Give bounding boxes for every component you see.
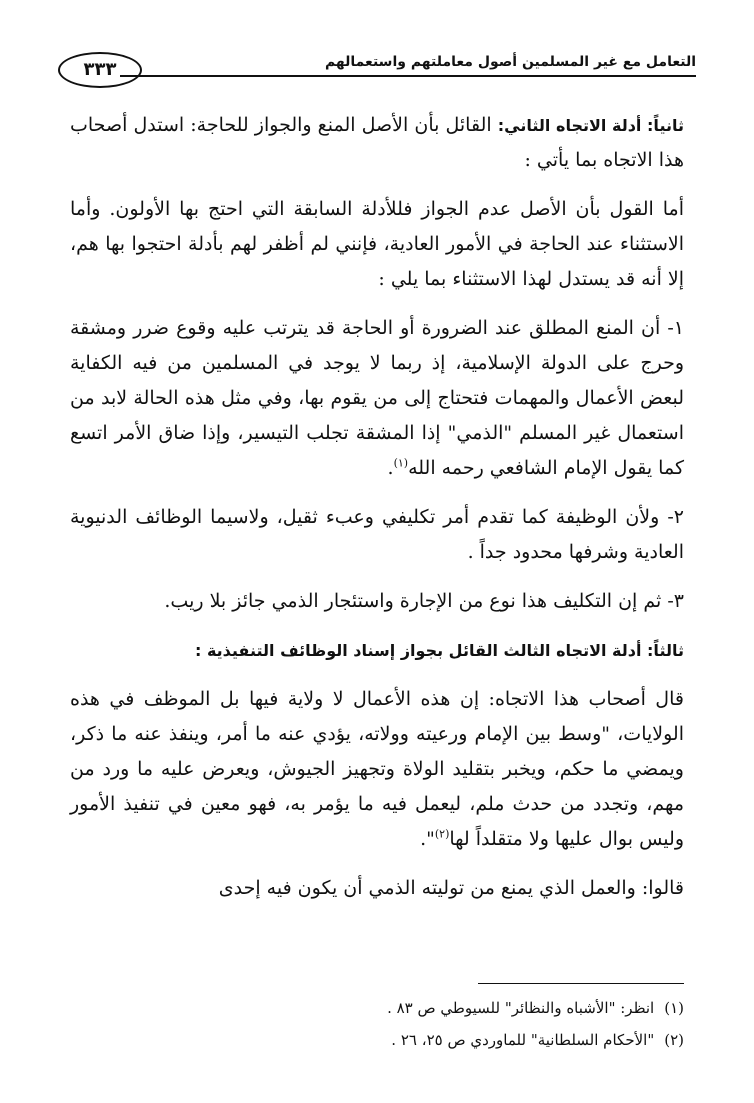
paragraph-third-direction	[70, 633, 684, 668]
footnote-ref-2[interactable]: (٢)	[434, 827, 450, 841]
footnote-item	[70, 992, 684, 1024]
running-title: التعامل مع غير المسلمين أصول معاملتهم واستعمالهم	[324, 54, 696, 70]
paragraph-end: .	[387, 457, 394, 479]
footnote-number: (٢)	[664, 1031, 684, 1049]
paragraph-text: قالوا: والعمل الذي يمنع من توليته الذمي أن يكون فيه إحدى	[218, 877, 684, 899]
paragraph-text: القائل بأن الأصل المنع والجواز للحاجة: استدل أصحاب هذا الاتجاه بما يأتي :	[70, 114, 684, 171]
paragraph-end: ".	[420, 828, 435, 850]
footnotes	[70, 992, 684, 1056]
paragraph-quote	[70, 682, 684, 857]
page-number: ٣٣٣	[58, 52, 142, 88]
paragraph-text: ٣- ثم إن التكليف هذا نوع من الإجارة واستئجار الذمي جائز بلا ريب.	[164, 590, 684, 612]
footnote-text: انظر: "الأشباه والنظائر" للسيوطي ص ٨٣ .	[387, 999, 655, 1017]
paragraph-text: ٢- ولأن الوظيفة كما تقدم أمر تكليفي وعبء ثقيل، ولاسيما الوظائف الدنيوية العادية وشرفها محدود جداً .	[70, 506, 684, 563]
footnote-item	[70, 1024, 684, 1056]
paragraph-point-1	[70, 311, 684, 486]
header-rule	[120, 75, 696, 77]
paragraph-point-2	[70, 500, 684, 570]
paragraph-text: أما القول بأن الأصل عدم الجواز فللأدلة السابقة التي احتج بها الأولون. وأما الاستثناء عند الحاجة في الأمور العادية، فإنني لم أظفر لهم بأدلة احتجوا بها هم، إلا أنه قد يستدل لهذا الاستثناء بما يلي :	[70, 198, 684, 290]
paragraph-text: ١- أن المنع المطلق عند الضرورة أو الحاجة قد يترتب عليه وقوع ضرر ومشقة وحرج على الدولة الإسلامية، إذ ربما لا يوجد في المسلمين من فيه الكفاية لبعض الأعمال والمهمات فتحتاج إلى من يقوم بها، وفي مثل هذه الحالة لابد من استعمال غير المسلم "الذمي" إذا المشقة تجلب التيسير، وإذا ضاق الأمر اتسع كما يقول الإمام الشافعي رحمه الله	[70, 317, 684, 479]
paragraph-text: قال أصحاب هذا الاتجاه: إن هذه الأعمال لا ولاية فيها بل الموظف في هذه الولايات، "وسط بين الإمام ورعيته وولاته، يؤدي عنه ما أمر، وينفذ عنه ما ذكر، ويمضي ما حكم، ويخبر بتقليد الولاة وتجهيز الجيوش، ويعرض عليه ما ورد من مهم، وتجدد من حدث ملم، ليعمل فيه ما يؤمر به، فهو معين في تنفيذ الأمور وليس بوال عليها ولا متقلداً لها	[70, 688, 684, 850]
paragraph-exception	[70, 192, 684, 297]
body-text	[70, 108, 684, 920]
section-label-second: ثانياً: أدلة الاتجاه الثاني:	[497, 116, 684, 135]
footnote-rule	[478, 983, 684, 984]
footnote-text: "الأحكام السلطانية" للماوردي ص ٢٥، ٢٦ .	[391, 1031, 655, 1049]
footnote-ref-1[interactable]: (١)	[393, 456, 409, 470]
paragraph-continuation	[70, 871, 684, 906]
footnote-number: (١)	[664, 999, 684, 1017]
paragraph-second-direction	[70, 108, 684, 178]
section-label-third: ثالثاً: أدلة الاتجاه الثالث القائل بجواز إسناد الوظائف التنفيذية :	[194, 641, 684, 660]
running-header	[58, 46, 696, 86]
paragraph-point-3	[70, 584, 684, 619]
